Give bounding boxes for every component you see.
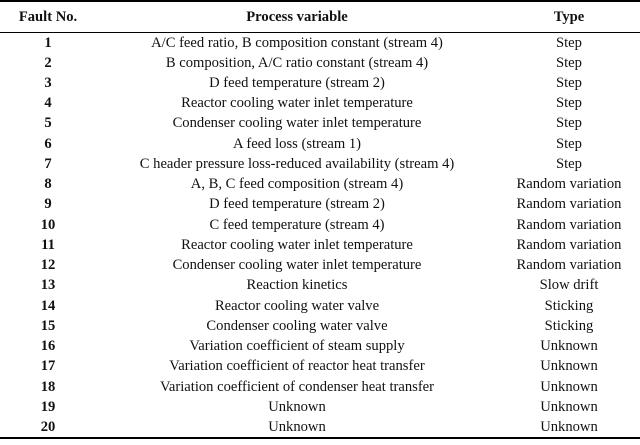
table-row: [0, 377, 640, 397]
fault-type-cell: Random variation: [516, 196, 622, 213]
process-variable-cell: Variation coefficient of reactor heat transfer: [169, 358, 425, 375]
process-variable-cell: Reactor cooling water inlet temperature: [181, 236, 413, 253]
table-row: [0, 397, 640, 417]
fault-type-cell: Step: [556, 54, 582, 71]
fault-type-cell: Random variation: [516, 236, 622, 253]
fault-type-cell: Step: [556, 135, 582, 152]
process-variable-cell: D feed temperature (stream 2): [209, 196, 385, 213]
fault-type-cell: Step: [556, 34, 582, 51]
process-variable-cell: A/C feed ratio, B composition constant (stream 4): [151, 34, 443, 51]
table-row: [0, 356, 640, 376]
fault-type-cell: Step: [556, 95, 582, 112]
fault-number-cell: 8: [44, 176, 52, 193]
fault-type-cell: Random variation: [516, 176, 622, 193]
fault-number-cell: 11: [41, 236, 55, 253]
table-row: [0, 113, 640, 133]
process-variable-cell: C header pressure loss-reduced availability (stream 4): [139, 155, 455, 172]
fault-number-cell: 19: [40, 398, 56, 415]
process-variable-cell: A, B, C feed composition (stream 4): [190, 176, 404, 193]
table-row: [0, 53, 640, 73]
header-fault-no: Fault No.: [18, 8, 78, 25]
fault-number-cell: 3: [44, 74, 52, 91]
table-row: [0, 275, 640, 295]
process-variable-cell: A feed loss (stream 1): [232, 135, 362, 152]
fault-type-cell: Unknown: [540, 398, 598, 415]
table-row: [0, 93, 640, 113]
fault-number-cell: 13: [40, 277, 56, 294]
process-variable-cell: D feed temperature (stream 2): [209, 74, 385, 91]
fault-type-cell: Slow drift: [539, 277, 599, 294]
header-type: Type: [553, 8, 585, 25]
process-variable-cell: Variation coefficient of condenser heat transfer: [159, 378, 435, 395]
fault-number-cell: 17: [40, 358, 56, 375]
process-variable-cell: Reaction kinetics: [246, 277, 348, 294]
fault-type-cell: Unknown: [540, 358, 598, 375]
table-row: [0, 417, 640, 438]
fault-number-cell: 2: [44, 54, 52, 71]
process-variable-cell: Condenser cooling water inlet temperature: [172, 257, 422, 274]
table-row: [0, 134, 640, 154]
table-row: [0, 194, 640, 214]
table-body: [0, 32, 640, 438]
fault-type-cell: Step: [556, 115, 582, 132]
fault-number-cell: 16: [40, 338, 56, 355]
fault-number-cell: 6: [44, 135, 52, 152]
table-row: [0, 316, 640, 336]
table-row: [0, 215, 640, 235]
fault-number-cell: 9: [44, 196, 52, 213]
fault-number-cell: 10: [40, 216, 56, 233]
process-variable-cell: Unknown: [268, 398, 326, 415]
header-process-variable: Process variable: [246, 8, 348, 25]
fault-type-cell: Random variation: [516, 216, 622, 233]
fault-type-cell: Unknown: [540, 419, 598, 435]
fault-type-cell: Step: [556, 155, 582, 172]
fault-type-cell: Sticking: [544, 297, 594, 314]
table-row: [0, 336, 640, 356]
table-row: [0, 32, 640, 53]
table-row: [0, 154, 640, 174]
fault-number-cell: 1: [44, 34, 52, 51]
fault-number-cell: 14: [40, 297, 56, 314]
table-row: [0, 255, 640, 275]
fault-number-cell: 20: [40, 419, 56, 435]
fault-number-cell: 12: [40, 257, 56, 274]
fault-number-cell: 18: [40, 378, 56, 395]
fault-number-cell: 15: [40, 317, 56, 334]
table-row: [0, 296, 640, 316]
header-row: [0, 1, 640, 32]
fault-number-cell: 4: [44, 95, 52, 112]
table-row: [0, 235, 640, 255]
table-header: [0, 1, 640, 32]
fault-type-cell: Random variation: [516, 257, 622, 274]
process-variable-cell: Unknown: [268, 419, 326, 435]
fault-number-cell: 5: [44, 115, 52, 132]
process-variable-cell: Condenser cooling water inlet temperature: [172, 115, 422, 132]
process-variable-cell: C feed temperature (stream 4): [209, 216, 385, 233]
fault-type-cell: Step: [556, 74, 582, 91]
process-variable-cell: Reactor cooling water inlet temperature: [181, 95, 413, 112]
table-row: [0, 174, 640, 194]
process-variable-cell: Reactor cooling water valve: [214, 297, 380, 314]
fault-type-cell: Unknown: [540, 378, 598, 395]
fault-type-cell: Unknown: [540, 338, 598, 355]
fault-number-cell: 7: [44, 155, 52, 172]
process-variable-cell: Condenser cooling water valve: [206, 317, 388, 334]
fault-type-cell: Sticking: [544, 317, 594, 334]
process-variable-cell: B composition, A/C ratio constant (stream 4): [165, 54, 429, 71]
table-row: [0, 73, 640, 93]
process-variable-cell: Variation coefficient of steam supply: [189, 338, 405, 355]
